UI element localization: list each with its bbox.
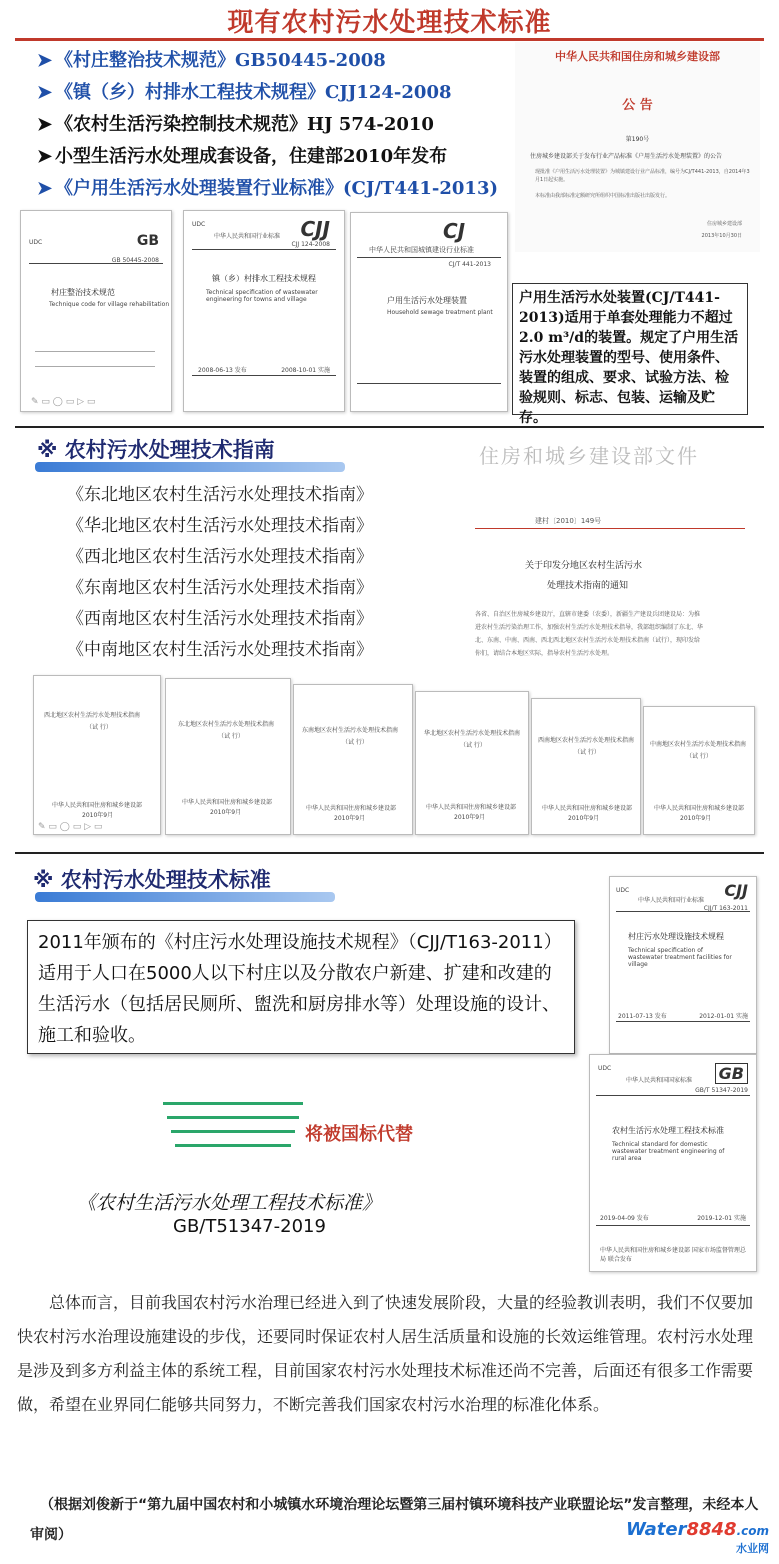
booklet-title: 东北地区农村生活污水处理技术指南	[178, 721, 275, 728]
title-underline	[35, 462, 345, 472]
slide-existing-standards	[15, 0, 764, 426]
booklet-title: 华北地区农村生活污水处理技术指南	[424, 730, 521, 737]
cjj-mark: CJJ	[724, 881, 748, 900]
doc-en-title: Technical specification of wastewater engineering for towns and village	[206, 289, 318, 303]
gb-mark: GB	[136, 233, 159, 249]
doc-org: 中华人民共和国国家标准	[626, 1077, 693, 1084]
annotation-toolbar-icon: ✎ ▭ ◯ ▭ ▷ ▭	[31, 397, 96, 407]
notice-subject: 住房城乡建设部关于发布行业产品标准《户用生活污水处理装置》的公告	[530, 153, 723, 160]
doc-en-title: Technique code for village rehabilitation	[49, 301, 170, 308]
booklet-org: 中华人民共和国住房和城乡建设部	[542, 805, 633, 812]
chevron-down-icon	[163, 1102, 303, 1111]
water8848-watermark	[626, 1519, 769, 1556]
notice-body: 各省、自治区住房城乡建设厅，直辖市建委（农委），新疆生产建设兵团建设局：为推进农村生活污染治理工作，加强农村生活污水处理技术指导，我部组织编制了东北、华北、东南、中南、西南、西北西北地区农村生活污水处理技术指南（试行），现印发给你们，请结合本地区实际，指导农村生活污水处理。	[475, 611, 704, 657]
doc-release: 2019-04-09 发布	[600, 1215, 649, 1222]
slide-village-standard	[15, 852, 764, 1272]
doc-code: GB/T 51347-2019	[695, 1087, 748, 1094]
booklet-sub: （试 行）	[86, 724, 112, 731]
booklet-org: 中华人民共和国住房和城乡建设部	[306, 805, 397, 812]
notice-body2: 本标准由我部标准定额研究所组织中国标准出版社出版发行。	[535, 193, 671, 199]
doc-implement: 2008-10-01 实施	[281, 367, 330, 374]
doc-en-title: Technical specification of wastewater treatment facilities for village	[628, 947, 732, 968]
slide-treatment-guides	[15, 426, 764, 840]
booklet-date: 2010年9月	[568, 815, 600, 822]
booklet-title: 西北地区农村生活污水处理技术指南	[44, 712, 141, 719]
doc-title: 农村生活污水处理工程技术标准	[612, 1126, 724, 1135]
doc-cover-gb50445: UDC GB GB 50445-2008 村庄整治技术规范 Technique code for village rehabilitation ✎ ▭ ◯ ▭ ▷ ▭	[20, 210, 172, 412]
doc-title: 镇（乡）村排水工程技术规程	[212, 274, 316, 283]
booklet-date: 2010年9月	[210, 809, 242, 816]
doc-release: 2011-07-13 发布	[618, 1013, 667, 1020]
booklet-title: 东南地区农村生活污水处理技术指南	[302, 727, 399, 734]
chevron-down-icon	[171, 1130, 295, 1139]
cjjt163-description: 2011年颁布的《村庄污水处理设施技术规程》（CJJ/T163-2011）适用于人口在5000人以下村庄以及分散农户新建、扩建和改建的生活污水（包括居民厕所、盥洗和厨房排水等）处理设施的设计、施工和验收。	[27, 920, 575, 1054]
guide-item: 《华北地区农村生活污水处理技术指南》	[67, 516, 373, 536]
guide-item: 《西北地区农村生活污水处理技术指南》	[67, 547, 373, 567]
slide3-title: ※ 农村污水处理技术标准	[33, 868, 271, 892]
guide-booklet-southcentral	[643, 706, 755, 835]
doc-release: 2008-06-13 发布	[198, 367, 247, 374]
gb-mark: GB	[715, 1063, 748, 1084]
doc-issuer: 中华人民共和国住房和城乡建设部 国家市场监督管理总局 联合发布	[600, 1247, 746, 1263]
notice-heading: 公 告	[622, 98, 653, 113]
doc-org: 中华人民共和国城镇建设行业标准	[369, 246, 474, 254]
guide-booklet-southeast	[293, 684, 413, 835]
notice-sign: 住房城乡建设部	[706, 221, 742, 227]
standard-item: ➤ 《户用生活污水处理装置行业标准》(CJ/T441-2013)	[37, 178, 498, 199]
booklet-date: 2010年9月	[334, 815, 366, 822]
standard-item: ➤ 《镇（乡）村排水工程技术规程》CJJ124-2008	[37, 82, 452, 103]
doc-cover-gbt51347: UDC 中华人民共和国国家标准 GB GB/T 51347-2019 农村生活污水处理工程技术标准 Technical standard for domestic wastewater treatment engineering of rural area 2019-04-09 发布 2019-12-01 实施 中华人民共和国住房和城乡建设部 国家市场监督管理总局 联合发布	[589, 1054, 757, 1272]
new-standard-code: GB/T51347-2019	[173, 1216, 326, 1237]
guide-notice-document	[465, 432, 755, 704]
annotation-toolbar-icon: ✎ ▭ ◯ ▭ ▷ ▭	[38, 822, 103, 832]
booklet-sub: （试 行）	[686, 753, 712, 760]
guide-item: 《东南地区农村生活污水处理技术指南》	[67, 578, 373, 598]
slide2-title: ※ 农村污水处理技术指南	[37, 438, 275, 462]
guide-booklet-northeast	[165, 678, 291, 835]
doc-title: 户用生活污水处理装置	[387, 296, 467, 305]
guide-booklet-northwest	[33, 675, 161, 835]
doc-org: 中华人民共和国行业标准	[214, 233, 281, 240]
doc-implement: 2019-12-01 实施	[697, 1215, 746, 1222]
booklet-sub: （试 行）	[460, 742, 486, 749]
booklet-sub: （试 行）	[342, 739, 368, 746]
watermark-brand: Water	[626, 1519, 687, 1540]
doc-title: 村庄污水处理设施技术规程	[628, 932, 724, 941]
title-underline	[35, 892, 335, 902]
booklet-title: 西南地区农村生活污水处理技术指南	[538, 737, 635, 744]
watermark-cn: 水业网	[736, 1542, 769, 1555]
title-rule	[15, 38, 764, 41]
watermark-suffix: .com	[736, 1524, 769, 1538]
doc-cover-cjj124: UDC 中华人民共和国行业标准 CJJ CJJ 124-2008 镇（乡）村排水工程技术规程 Technical specification of wastewater engineering for towns and village 2008-06-13 发布 2008-10-01 实施	[183, 210, 345, 412]
doc-code: CJJ/T 163-2011	[703, 905, 748, 912]
new-standard-name: 《农村生活污水处理工程技术标准》	[77, 1192, 382, 1214]
booklet-date: 2010年9月	[82, 812, 114, 819]
ministry-notice-image	[515, 42, 760, 252]
doc-cover-cjjt163: UDC 中华人民共和国行业标准 CJJ CJJ/T 163-2011 村庄污水处理设施技术规程 Technical specification of wastewater treatment facilities for village 2011-07-13 发布 2012-01-01 实施	[609, 876, 757, 1054]
booklet-date: 2010年9月	[454, 814, 486, 821]
guide-booklet-north	[415, 691, 529, 835]
cjt441-callout: 户用生活污水处装置(CJ/T441-2013)适用于单套处理能力不超过2.0 m³/d的装置。规定了户用生活污水处理装置的型号、使用条件、装置的组成、要求、试验方法、检验规则、标志、包装、运输及贮存。	[512, 283, 748, 415]
guide-item: 《东北地区农村生活污水处理技术指南》	[67, 485, 373, 505]
chevron-down-icon	[167, 1116, 299, 1125]
doc-code: CJ/T 441-2013	[448, 261, 491, 268]
doc-code: GB 50445-2008	[111, 257, 159, 264]
watermark-num: 8848	[686, 1519, 737, 1540]
guide-item: 《西南地区农村生活污水处理技术指南》	[67, 609, 373, 629]
booklet-title: 中南地区农村生活污水处理技术指南	[650, 741, 747, 748]
guide-item: 《中南地区农村生活污水处理技术指南》	[67, 640, 373, 660]
booklet-org: 中华人民共和国住房和城乡建设部	[426, 804, 517, 811]
standard-item: ➤ 《农村生活污染控制技术规范》HJ 574-2010	[37, 114, 434, 135]
doc-fine-print	[35, 351, 155, 367]
conclusion-paragraph: 总体而言，目前我国农村污水治理已经进入到了快速发展阶段，大量的经验教训表明，我们不仅要加快农村污水治理设施建设的步伐，还要同时保证农村人居生活质量和设施的长效运维管理。农村污水处理是涉及到多方利益主体的系统工程，目前国家农村污水处理技术标准还尚不完善，后面还有很多工作需要做，希望在业界同仁能够共同努力，不断完善我们国家农村污水治理的标准化体系。	[17, 1293, 754, 1414]
source-note: （根据刘俊新于“第九届中国农村和小城镇水环境治理论坛暨第三届村镇环境科技产业联盟论坛”发言整理，未经本人审阅）	[30, 1497, 759, 1543]
doc-en-title: Technical standard for domestic wastewater treatment engineering of rural area	[612, 1141, 725, 1162]
notice-number: 建村〔2010〕149号	[535, 517, 602, 525]
notice-date: 2013年10月30日	[701, 233, 742, 239]
booklet-sub: （试 行）	[574, 749, 600, 756]
notice-title-line2: 处理技术指南的通知	[547, 581, 629, 591]
notice-number: 第190号	[625, 136, 650, 143]
cj-mark: CJ	[443, 219, 466, 243]
notice-ministry: 中华人民共和国住房和城乡建设部	[555, 50, 720, 63]
slide1-title: 现有农村污水处理技术标准	[227, 8, 552, 38]
notice-header: 住房和城乡建设部文件	[479, 444, 699, 468]
guide-booklet-southwest	[531, 698, 641, 835]
doc-en-title: Household sewage treatment plant	[387, 309, 493, 316]
notice-title-line1: 关于印发分地区农村生活污水	[525, 561, 643, 571]
chevron-down-icon	[175, 1144, 291, 1153]
replace-label: 将被国标代替	[305, 1124, 413, 1145]
doc-org: 中华人民共和国行业标准	[638, 897, 705, 904]
booklet-sub: （试 行）	[218, 733, 244, 740]
notice-body: 现批准《户用生活污水处理装置》为城镇建设行业产品标准，编号为CJ/T441-2013，自2014年3月1日起实施。	[535, 169, 750, 183]
doc-title: 村庄整治技术规范	[51, 288, 115, 297]
booklet-date: 2010年9月	[680, 815, 712, 822]
doc-code: CJJ 124-2008	[291, 241, 330, 248]
booklet-org: 中华人民共和国住房和城乡建设部	[52, 802, 143, 809]
standard-item: ➤ 小型生活污水处理成套设备，住建部2010年发布	[37, 146, 448, 167]
booklet-org: 中华人民共和国住房和城乡建设部	[182, 799, 273, 806]
booklet-org: 中华人民共和国住房和城乡建设部	[654, 805, 745, 812]
cjj-mark: CJJ	[300, 217, 330, 241]
doc-cover-cjt441	[350, 212, 508, 412]
standard-item: ➤ 《村庄整治技术规范》GB50445-2008	[37, 50, 386, 71]
doc-implement: 2012-01-01 实施	[699, 1013, 748, 1020]
